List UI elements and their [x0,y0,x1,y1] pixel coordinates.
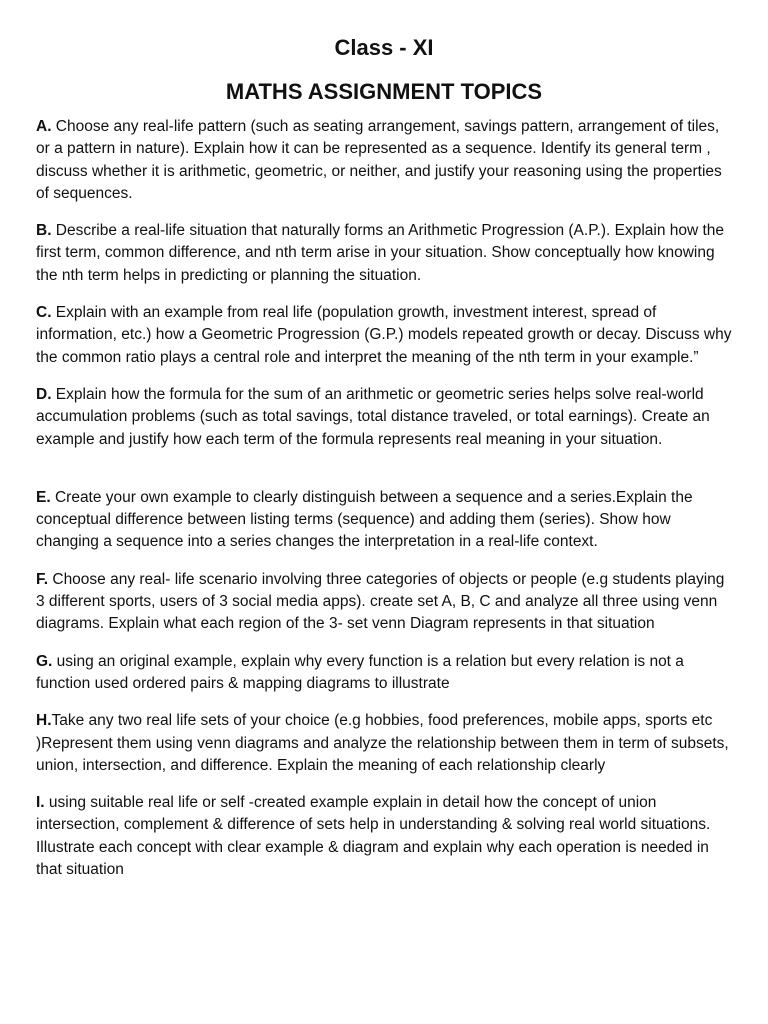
topic-text: Explain with an example from real life (population growth, investment interest, spread of information, etc.) how a Geometric Progression (G.P.) models repeated growth or decay. Discuss why the common ratio plays a central role and interpret the meaning of the nth term in your example.” [36,304,732,366]
topic-i [36,792,732,881]
topic-text: Choose any real- life scenario involving three categories of objects or people (e.g students playing 3 different sports, users of 3 social media apps). create set A, B, C and analyze all three using venn diagrams. Explain what each region of the 3- set venn Diagram represents in that situation [36,570,725,633]
topic-text: Take any two real life sets of your choice (e.g hobbies, food preferences, mobile apps, sports etc )Represent them using venn diagrams and analyze the relationship between them in term of subsets, union, intersection, and difference. Explain the meaning of each relationship clearly [36,712,729,774]
topic-f [36,569,732,636]
topic-c [36,302,732,369]
topic-g [36,651,732,696]
topic-letter: D. [36,385,52,403]
topic-letter: E. [36,488,51,506]
topic-text: Describe a real-life situation that naturally forms an Arithmetic Progression (A.P.). Explain how the first term, common difference, and nth term arise in your situation. Show conceptually how knowing the nth term helps in predicting or planning the situation. [36,222,725,284]
topic-e [36,487,732,554]
topic-text: Create your own example to clearly distinguish between a sequence and a series.Explain the conceptual difference between listing terms (sequence) and adding them (series). Show how changing a sequence into a series changes the interpretation in a real-life context. [36,488,693,551]
topic-text: using suitable real life or self -created example explain in detail how the concept of union intersection, complement & difference of sets help in understanding & solving real world situations. Illustrate each concept with clear example & diagram and explain why each operation is needed in that situation [36,794,711,879]
topic-letter: C. [36,304,52,322]
topic-letter: G. [36,652,53,670]
assignment-title: MATHS ASSIGNMENT TOPICS [225,79,543,104]
topic-letter: F. [36,570,49,588]
topic-text: Explain how the formula for the sum of an arithmetic or geometric series helps solve real-world accumulation problems (such as total savings, total distance traveled, or total earnings). Create an example and justify how each term of the formula represents real meaning in your situation. [36,385,710,448]
topic-a [36,116,732,205]
topic-letter: A. [36,118,52,135]
topic-text: Choose any real-life pattern (such as seating arrangement, savings pattern, arrangement of tiles, or a pattern in nature). Explain how it can be represented as a sequence. Identify its general term , discuss whether it is arithmetic, geometric, or neither, and justify your reasoning using the properties of sequences. [36,118,722,202]
topic-letter: B. [36,222,52,240]
topic-h [36,710,732,777]
topic-d [36,384,732,451]
topic-letter: I. [36,794,45,812]
topic-text: using an original example, explain why every function is a relation but every relation is not a function used ordered pairs & mapping diagrams to illustrate [36,652,684,692]
topic-letter: H. [36,712,52,730]
class-title: Class - XI [334,35,434,60]
topic-b [36,220,732,287]
